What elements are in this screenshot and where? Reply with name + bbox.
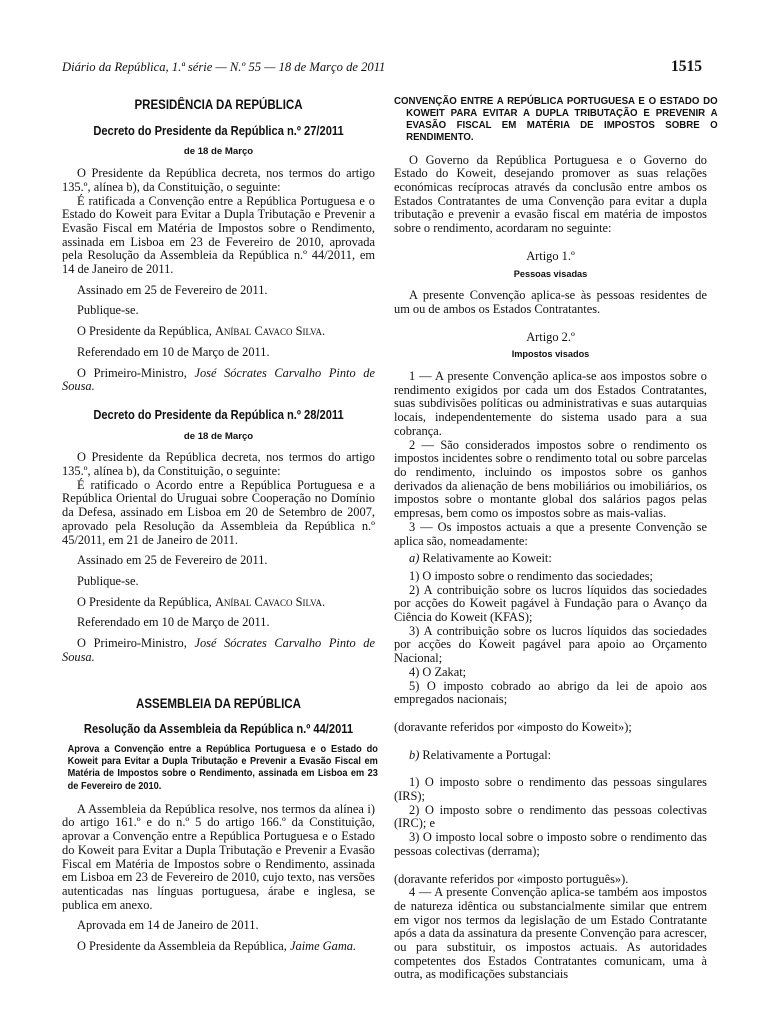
convention-title: CONVENÇÃO ENTRE A REPÚBLICA PORTUGUESA E O ESTADO DO KOWEIT PARA EVITAR A DUPLA TRIBUTAÇÃO E PREVENIR A EVASÃO FISCAL EM MATÉRIA DE IMPOSTOS SOBRE O RENDIMENTO. (394, 96, 718, 143)
article-2-title: Impostos visados (511, 349, 590, 360)
pm-signature: José Sócrates Carvalho Pinto de Sousa. (62, 636, 375, 664)
decree-28-signed: Assinado em 25 de Fevereiro de 2011. (77, 553, 268, 568)
article-1-title: Pessoas visadas (513, 268, 588, 279)
article-2-label: Artigo 2.º (526, 329, 575, 344)
article-2-item-a5: 5) O imposto cobrado ao abrigo da lei de apoio aos empregados nacionais; (394, 678, 707, 707)
page-number: 1515 (671, 58, 702, 75)
resolution-title: Resolução da Assembleia da República n.º 44/2011 (83, 721, 354, 737)
article-2-item-b1: 1) O imposto sobre o rendimento das pessoas singulares (IRS); (394, 775, 707, 804)
president-signature: Aníbal Cavaco Silva. (214, 324, 326, 339)
article-1-paragraph: A presente Convenção aplica-se às pessoas residentes de um ou de ambos os Estados Contratantes. (394, 288, 707, 316)
page-header (62, 58, 702, 80)
president-signature: Aníbal Cavaco Silva. (214, 594, 326, 609)
org-heading-presidency: PRESIDÊNCIA DA REPÚBLICA (134, 97, 303, 112)
decree-28-paragraph-1: O Presidente da República decreta, nos termos do artigo 135.º, alínea b), da Constituição, o seguinte: (62, 450, 375, 479)
resolution-paragraph: A Assembleia da República resolve, nos termos da alínea i) do artigo 161.º e do n.º 5 do artigo 166.º da Constituição, aprovar a Convenção entre a República Portuguesa e o Estado do Koweit para Evitar a Dupla Tributação e Prevenir a Evasão Fiscal em Matéria de Impostos sobre o Rendimento, assinada em Lisboa em 23 de Fevereiro de 2010, cujo texto, nas versões autenticadas nas línguas portuguesa, árabe e inglesa, se publica em anexo. (62, 801, 375, 912)
decree-27-paragraph-2: É ratificada a Convenção entre a República Portuguesa e o Estado do Koweit para Evitar a Dupla Tributação e Prevenir a Evasão Fiscal em Matéria de Impostos sobre o Rendimento, assinada em Lisboa em 23 de Fevereiro de 2010, aprovada pela Resolução da Assembleia da República n.º 44/2011, em 14 de Janeiro de 2011. (62, 193, 375, 277)
article-2-item-a4: 4) O Zakat; (409, 664, 467, 679)
resolution-approved: Aprovada em 14 de Janeiro de 2011. (77, 918, 259, 933)
article-2-paragraph-3: 3 — Os impostos actuais a que a presente Convenção se aplica são, nomeadamente: (394, 519, 707, 548)
article-2-item-a: a) Relativamente ao Koweit: (409, 551, 552, 566)
decree-27-president: O Presidente da República, Aníbal Cavaco Silva. (77, 324, 326, 339)
article-2-item-b3: 3) O imposto local sobre o imposto sobre o rendimento das pessoas colectivas (derrama); (394, 830, 707, 858)
decree-27-prime-minister: O Primeiro-Ministro, José Sócrates Carvalho Pinto de Sousa. (62, 365, 375, 394)
resolution-summary: Aprova a Convenção entre a República Portuguesa e o Estado do Koweit para Evitar a Dupla Tributação e Prevenir a Evasão Fiscal em Matéria de Impostos sobre o Rendimento, assinada em Lisboa em 23 de Fevereiro de 2010. (67, 743, 378, 792)
article-2-b-reference: (doravante referidos por «imposto português»). (394, 871, 629, 886)
article-2-paragraph-4: 4 — A presente Convenção aplica-se também aos impostos de natureza idêntica ou substancialmente similar que entrem em vigor nos termos da legislação de um Estado Contratante após a data da assinatura da presente Convenção para acrescer, ou para substituir, os impostos actuais. As autoridades competentes dos Estados Contratantes comunicam, uma à outra, as modificações substanciais (394, 885, 707, 982)
decree-27-signed: Assinado em 25 de Fevereiro de 2011. (77, 282, 268, 297)
right-column (394, 94, 718, 982)
running-title: Diário da República, 1.ª série — N.º 55 — 18 de Março de 2011 (62, 60, 386, 74)
decree-27-title: Decreto do Presidente da República n.º 27/2011 (93, 122, 344, 138)
decree-27-paragraph-1: O Presidente da República decreta, nos termos do artigo 135.º, alínea b), da Constituição, o seguinte: (62, 166, 375, 194)
decree-27-referendado: Referendado em 10 de Março de 2011. (77, 344, 270, 359)
decree-28-date: de 18 de Março (183, 430, 254, 442)
article-2-item-b2: 2) O imposto sobre o rendimento das pessoas colectivas (IRC); e (394, 802, 707, 831)
article-2-paragraph-2: 2 — São considerados impostos sobre o rendimento os impostos incidentes sobre o rendimento total ou sobre parcelas do rendimento, incluindo os impostos sobre os ganhos derivados da alienação de bens mobiliários ou imobiliários, os impostos sobre o montante global dos salários pagos pelas empresas, bem como os impostos sobre as mais-valias. (394, 437, 707, 521)
pm-signature: José Sócrates Carvalho Pinto de Sousa. (62, 365, 375, 394)
decree-28-publish: Publique-se. (77, 573, 139, 588)
resolution-president: O Presidente da Assembleia da República, Jaime Gama. (77, 939, 357, 954)
article-2-item-a2: 2) A contribuição sobre os lucros líquidos das sociedades por acções do Koweit pagável à Fundação para o Avanço da Ciência do Koweit (KFAS); (394, 582, 707, 625)
decree-27-date: de 18 de Março (183, 146, 254, 158)
convention-preamble: O Governo da República Portuguesa e o Governo do Estado do Koweit, desejando promover as suas relações económicas recíprocas através da conclusão entre ambos os Estados Contratantes de uma Convenção para evitar a dupla tributação e prevenir a evasão fiscal em matéria de impostos sobre o rendimento, acordaram no seguinte: (394, 152, 707, 236)
article-2-item-a3: 3) A contribuição sobre os lucros líquidos das sociedades por acções do Koweit pagável para apoio ao Orçamento Nacional; (394, 623, 707, 666)
org-heading-assembly: ASSEMBLEIA DA REPÚBLICA (136, 695, 301, 711)
article-2-item-b: b) Relativamente a Portugal: (409, 747, 552, 762)
decree-28-paragraph-2: É ratificado o Acordo entre a República Portuguesa e a República Oriental do Uruguai sobre Cooperação no Domínio da Defesa, assinado em Lisboa em 20 de Setembro de 2007, aprovado pela Resolução da Assembleia da República n.º 45/2011, em 21 de Janeiro de 2011. (62, 477, 375, 547)
article-2-a-reference: (doravante referidos por «imposto do Koweit»); (394, 719, 632, 734)
left-column (62, 94, 378, 954)
article-2-paragraph-1: 1 — A presente Convenção aplica-se aos impostos sobre o rendimento exigidos por cada um dos Estados Contratantes, suas subdivisões políticas ou administrativas e suas autarquias locais, independentemente do sistema usado para a sua cobrança. (394, 369, 707, 438)
decree-28-president: O Presidente da República, Aníbal Cavaco Silva. (77, 594, 326, 609)
decree-28-referendado: Referendado em 10 de Março de 2011. (77, 615, 270, 630)
assembly-president-signature: Jaime Gama. (290, 939, 357, 954)
article-2-item-a1: 1) O imposto sobre o rendimento das sociedades; (409, 568, 653, 583)
decree-27-publish: Publique-se. (77, 303, 139, 318)
article-1-label: Artigo 1.º (526, 248, 575, 263)
decree-28-title: Decreto do Presidente da República n.º 28/2011 (93, 406, 344, 422)
decree-28-prime-minister: O Primeiro-Ministro, José Sócrates Carvalho Pinto de Sousa. (62, 636, 375, 664)
